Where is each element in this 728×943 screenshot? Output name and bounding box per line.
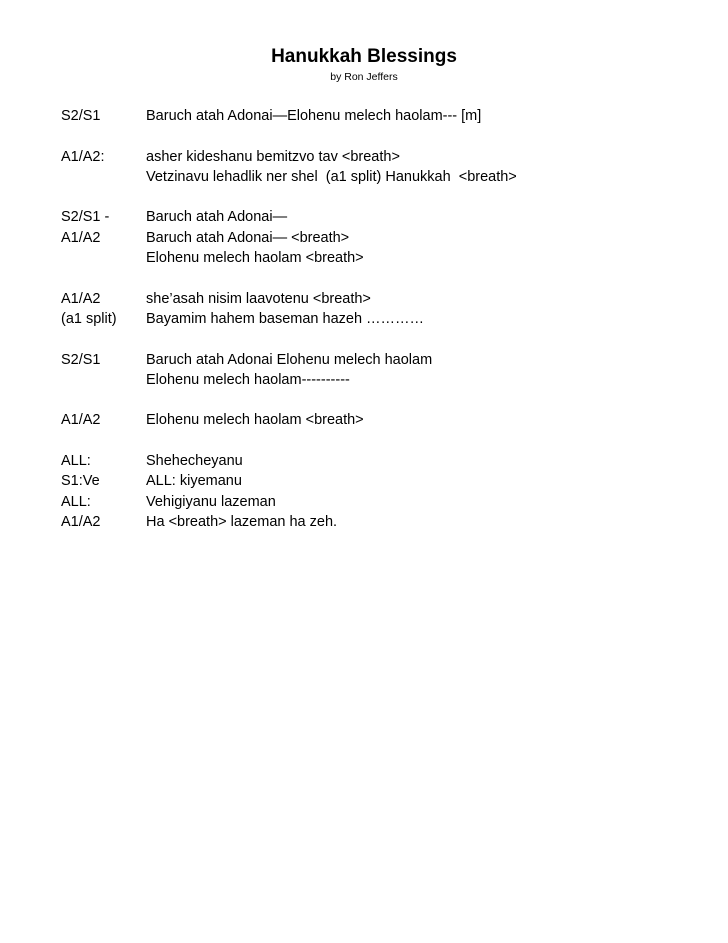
script-block: [61, 147, 701, 188]
speaker-label: (a1 split): [61, 310, 117, 327]
speaker-label: A1/A2: [61, 513, 101, 530]
line-text: Elohenu melech haolam <breath>: [146, 250, 364, 267]
speaker-label: A1/A2: [61, 412, 101, 429]
script-line: [61, 289, 701, 309]
script-line: [61, 147, 701, 167]
speaker-label: ALL:: [61, 493, 91, 510]
script-block: [61, 106, 701, 126]
line-text: asher kideshanu bemitzvo tav <breath>: [146, 148, 400, 165]
script-line: [61, 471, 701, 491]
line-text: Vetzinavu lehadlik ner shel (a1 split) Hanukkah <breath>: [146, 168, 517, 185]
script-line: [61, 370, 701, 390]
line-text: Shehecheyanu: [146, 453, 243, 470]
script-line: [61, 248, 701, 268]
line-text: Baruch atah Adonai—: [146, 209, 288, 226]
script-line: [61, 106, 701, 126]
script-block: [61, 207, 701, 268]
script-block: [61, 350, 701, 391]
script-line: [61, 207, 701, 227]
speaker-label: A1/A2: [61, 229, 101, 246]
line-text: she’asah nisim laavotenu <breath>: [146, 290, 371, 307]
line-text: Elohenu melech haolam----------: [146, 371, 350, 388]
script-line: [61, 228, 701, 248]
line-text: Baruch atah Adonai— <breath>: [146, 229, 350, 246]
speaker-label: A1/A2: [61, 290, 101, 307]
document-title: Hanukkah Blessings: [271, 46, 457, 67]
speaker-label: [61, 248, 146, 268]
line-text: Baruch atah Adonai—Elohenu melech haolam--- [m]: [146, 108, 482, 124]
speaker-label: [61, 167, 146, 187]
speaker-label: S2/S1: [61, 351, 101, 368]
document-author: by Ron Jeffers: [330, 71, 398, 83]
speaker-label: S2/S1: [61, 108, 101, 124]
speaker-label: [61, 370, 146, 390]
script-body: [61, 106, 701, 553]
script-line: [61, 410, 701, 430]
script-line: [61, 512, 701, 532]
line-text: Ha <breath> lazeman ha zeh.: [146, 513, 338, 530]
script-block: [61, 410, 701, 430]
line-text: Baruch atah Adonai Elohenu melech haolam: [146, 351, 433, 368]
script-block: [61, 289, 701, 330]
line-text: Elohenu melech haolam <breath>: [146, 412, 364, 429]
script-line: [61, 309, 701, 329]
script-line: [61, 350, 701, 370]
speaker-label: A1/A2:: [61, 148, 105, 165]
line-text: Bayamim hahem baseman hazeh …………: [146, 310, 425, 327]
line-text: ALL: kiyemanu: [146, 473, 242, 490]
script-line: [61, 451, 701, 471]
speaker-label: S1:Ve: [61, 473, 100, 490]
line-text: Vehigiyanu lazeman: [146, 493, 276, 510]
script-block: [61, 451, 701, 532]
script-line: [61, 492, 701, 512]
script-line: [61, 167, 701, 187]
speaker-label: S2/S1 -: [61, 209, 110, 226]
speaker-label: ALL:: [61, 453, 91, 470]
